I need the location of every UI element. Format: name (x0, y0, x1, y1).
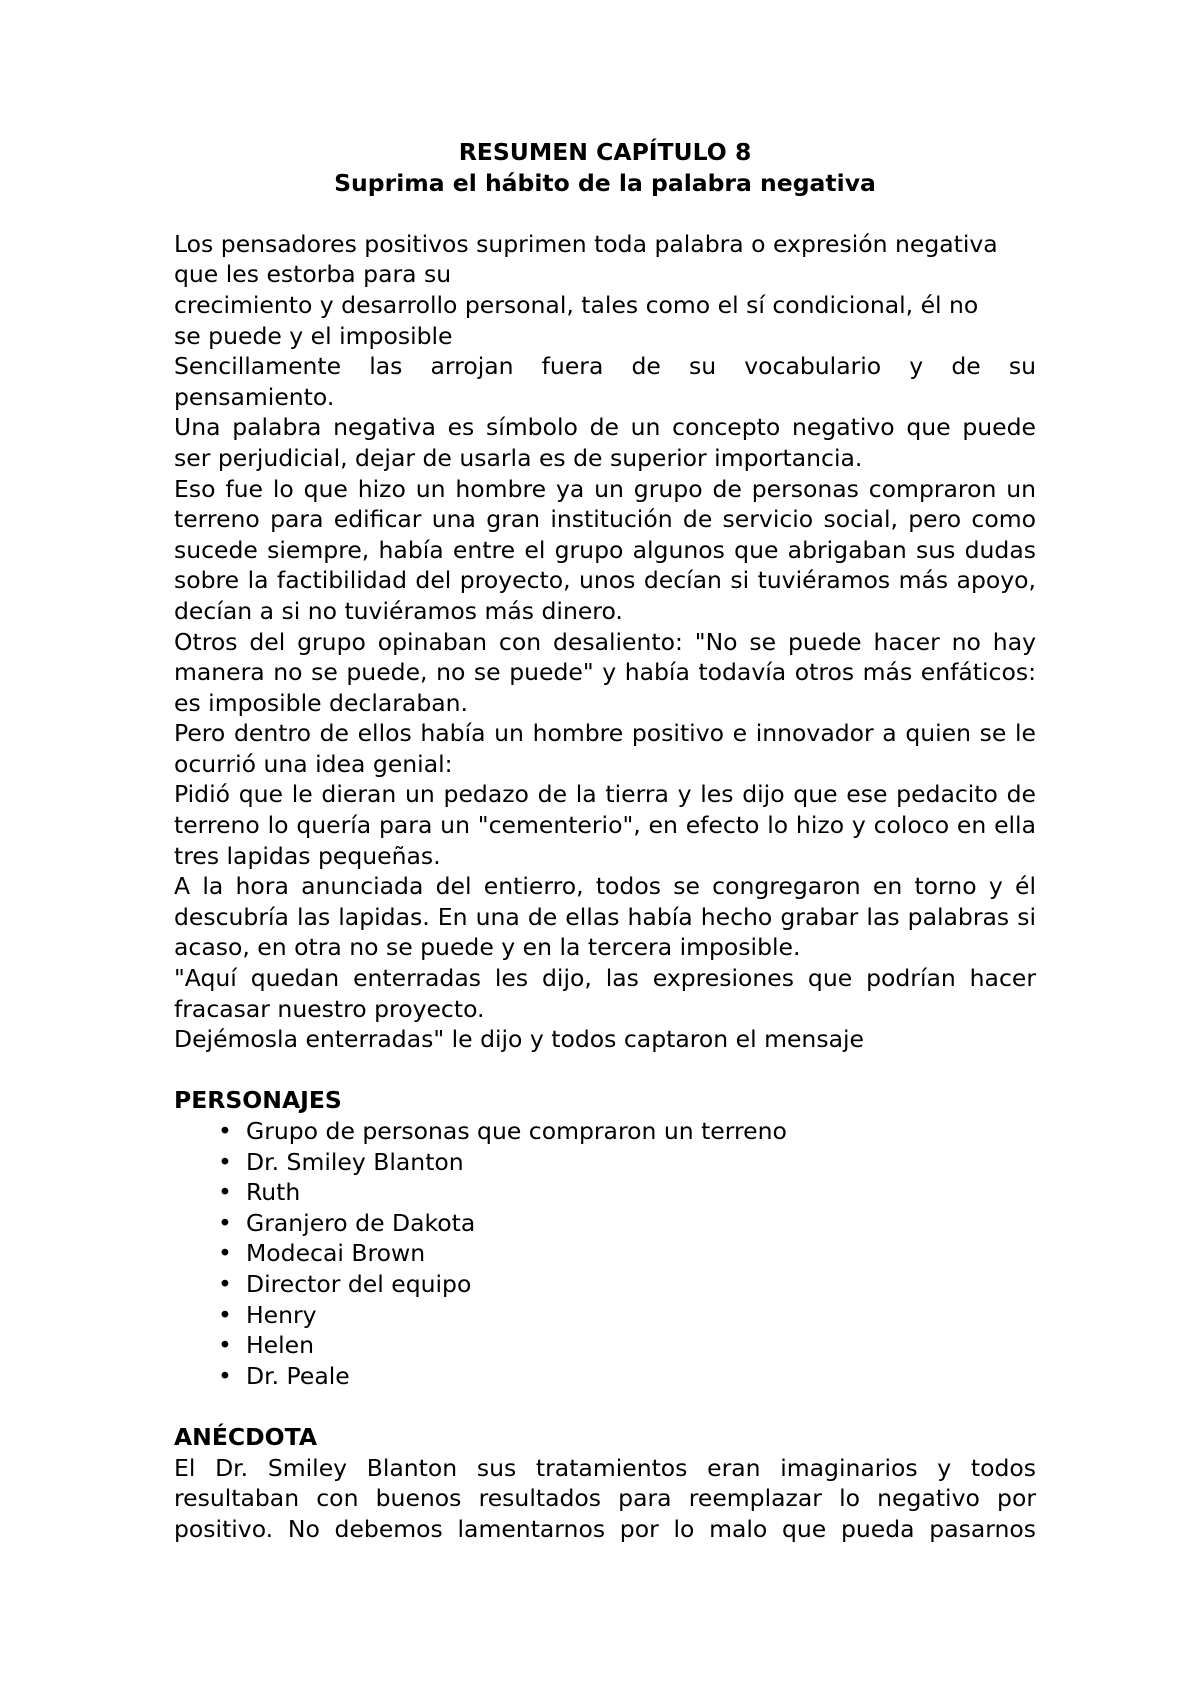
spacer (174, 1055, 1036, 1086)
summary-line: Sencillamente las arrojan fuera de su vocabulario y de su (174, 352, 1036, 381)
summary-line: crecimiento y desarrollo personal, tales como el sí condicional, él no (174, 290, 979, 319)
list-item: • Modecai Brown (174, 1238, 1036, 1269)
anecdote-section (174, 1422, 1036, 1544)
list-item: • Grupo de personas que compraron un terreno (174, 1116, 1036, 1147)
characters-list (174, 1116, 1036, 1391)
list-item: • Granjero de Dakota (174, 1208, 1036, 1239)
anecdote-line: resultaban con buenos resultados para reemplazar lo negativo por (174, 1484, 1036, 1513)
list-item: • Helen (174, 1330, 1036, 1361)
characters-section (174, 1085, 1036, 1391)
anecdote-line: El Dr. Smiley Blanton sus tratamientos eran imaginarios y todos (174, 1453, 1036, 1482)
list-item: • Dr. Peale (174, 1361, 1036, 1392)
list-item: • Ruth (174, 1177, 1036, 1208)
list-item: • Dr. Smiley Blanton (174, 1147, 1036, 1178)
summary-line: Los pensadores positivos suprimen toda palabra o expresión negativa (174, 229, 998, 258)
anecdote-heading: ANÉCDOTA (174, 1422, 318, 1451)
document-page (174, 137, 1036, 1544)
summary-paragraph: "Aquí quedan enterradas les dijo, las expresiones que podrían hacer fracasar nuestro proyecto. (174, 964, 1036, 1023)
summary-line: pensamiento. (174, 382, 335, 411)
summary-line: que les estorba para su (174, 260, 452, 289)
summary-paragraph: Otros del grupo opinaban con desaliento: "No se puede hacer no hay manera no se puede, no se puede" y había todavía otros más enfáticos: es imposible declaraban. (174, 627, 1036, 717)
characters-heading: PERSONAJES (174, 1086, 342, 1115)
list-item: • Henry (174, 1300, 1036, 1331)
summary-paragraph: Una palabra negativa es símbolo de un concepto negativo que puede ser perjudicial, dejar de usarla es de superior importancia. (174, 413, 1036, 472)
summary-paragraph: Eso fue lo que hizo un hombre ya un grupo de personas compraron un terreno para edificar una gran institución de servicio social, pero como sucede siempre, había entre el grupo algunos que abrigaban sus dudas sobre la factibilidad del proyecto, unos decían si tuviéramos más apoyo, decían a si no tuviéramos más dinero. (174, 474, 1036, 625)
summary-line: se puede y el imposible (174, 321, 453, 350)
summary-paragraph: Pidió que le dieran un pedazo de la tierra y les dijo que ese pedacito de terreno lo quería para un "cementerio", en efecto lo hizo y coloco en ella tres lapidas pequeñas. (174, 780, 1036, 870)
spacer (174, 198, 1036, 229)
document-title: RESUMEN CAPÍTULO 8 (458, 138, 752, 166)
document-subtitle: Suprima el hábito de la palabra negativa (334, 168, 876, 197)
summary-paragraph: A la hora anunciada del entierro, todos se congregaron en torno y él descubría las lapidas. En una de ellas había hecho grabar las palabras si acaso, en otra no se puede y en la tercera imposible. (174, 872, 1036, 962)
summary-paragraph: Pero dentro de ellos había un hombre positivo e innovador a quien se le ocurrió una idea genial: (174, 719, 1036, 778)
spacer (174, 1391, 1036, 1422)
list-item: • Director del equipo (174, 1269, 1036, 1300)
summary-section (174, 229, 1036, 1055)
summary-paragraph: Dejémosla enterradas" le dijo y todos captaron el mensaje (174, 1025, 864, 1054)
anecdote-line: positivo. No debemos lamentarnos por lo malo que pueda pasarnos (174, 1514, 1036, 1543)
